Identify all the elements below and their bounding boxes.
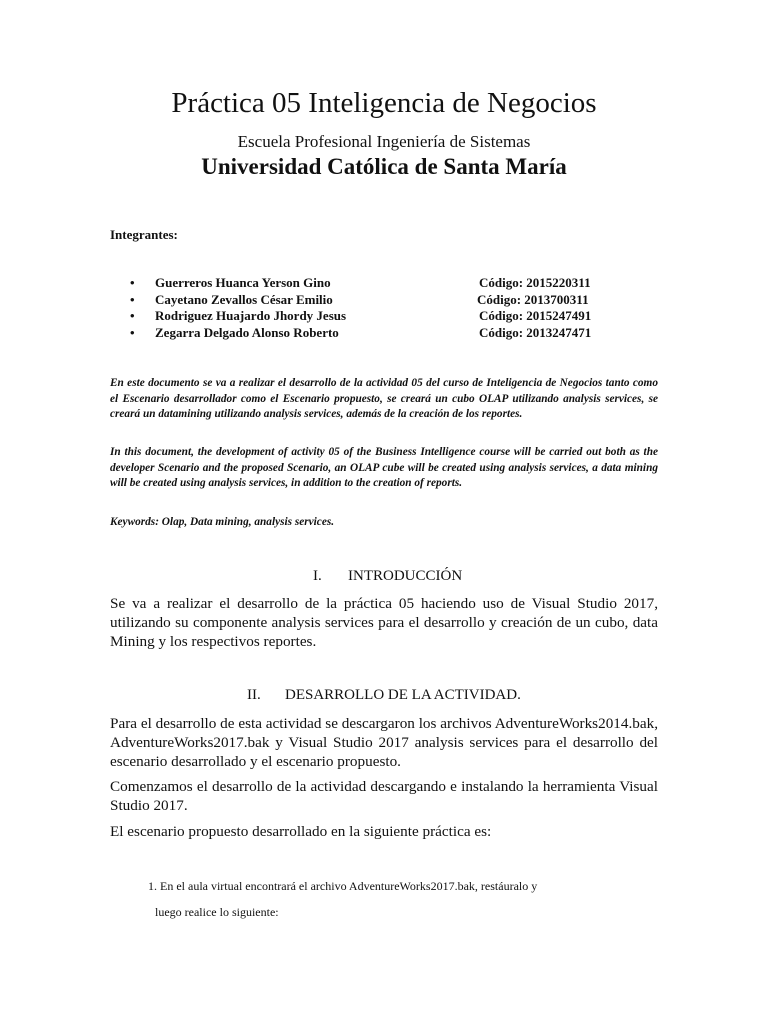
members-label: Integrantes: (110, 227, 178, 242)
bullet-icon: • (130, 292, 135, 307)
member-name: Rodriguez Huajardo Jhordy Jesus (155, 308, 347, 323)
member-name: Guerreros Huanca Yerson Gino (155, 275, 331, 290)
section-title: INTRODUCCIÓN (348, 568, 463, 584)
member-item (0, 274, 768, 292)
document-subtitle: Escuela Profesional Ingeniería de Sistemas (237, 132, 531, 151)
section-title: DESARROLLO DE LA ACTIVIDAD. (285, 687, 521, 703)
bullet-icon: • (130, 275, 135, 290)
member-code: Código: 2015247491 (479, 308, 592, 323)
task-line: luego realice lo siguiente: (155, 905, 279, 919)
paragraph: Para el desarrollo de esta actividad se descargaron los archivos AdventureWorks2014.bak, AdventureWorks2017.bak y Visual Studio 2017 analysis services para el desarrollo del escenario desarrollado y el escenario propuesto. (110, 715, 658, 770)
paragraph: El escenario propuesto desarrollado en la siguiente práctica es: (110, 823, 492, 840)
member-code: Código: 2015220311 (479, 275, 591, 290)
member-item (0, 307, 768, 325)
bullet-icon: • (130, 325, 135, 340)
abstract-english: In this document, the development of activity 05 of the Business Intelligence course will be carried out both as the developer Scenario and the proposed Scenario, an OLAP cube will be created using analysis services, a data mining will be created using analysis services, in addition to the creation of reports. (110, 446, 658, 489)
university-name: Universidad Católica de Santa María (201, 154, 567, 179)
paragraph: Comenzamos el desarrollo de la actividad descargando e instalando la herramienta Visual Studio 2017. (110, 778, 658, 814)
member-item (0, 324, 768, 342)
member-name: Cayetano Zevallos César Emilio (155, 292, 333, 307)
abstract-spanish: En este documento se va a realizar el desarrollo de la actividad 05 del curso de Inteligencia de Negocios tanto como el Escenario desarrollador como el Escenario propuesto, se creará un cubo OLAP utilizando analysis services, se creará un datamining utilizando analysis services, además de la creación de los reportes. (110, 377, 658, 420)
section-number: II. (247, 687, 261, 703)
member-code: Código: 2013247471 (479, 325, 592, 340)
paragraph: Se va a realizar el desarrollo de la práctica 05 haciendo uso de Visual Studio 2017, utilizando su componente analysis services para el desarrollo y creación de un cubo, data Mining y los respectivos reportes. (110, 595, 658, 650)
document-title: Práctica 05 Inteligencia de Negocios (171, 87, 597, 119)
member-name: Zegarra Delgado Alonso Roberto (155, 325, 339, 340)
member-code: Código: 2013700311 (477, 292, 589, 307)
task-line: 1. En el aula virtual encontrará el archivo AdventureWorks2017.bak, restáuralo y (148, 879, 538, 893)
bullet-icon: • (130, 308, 135, 323)
keywords: Keywords: Olap, Data mining, analysis services. (110, 516, 335, 528)
section-number: I. (313, 568, 322, 584)
